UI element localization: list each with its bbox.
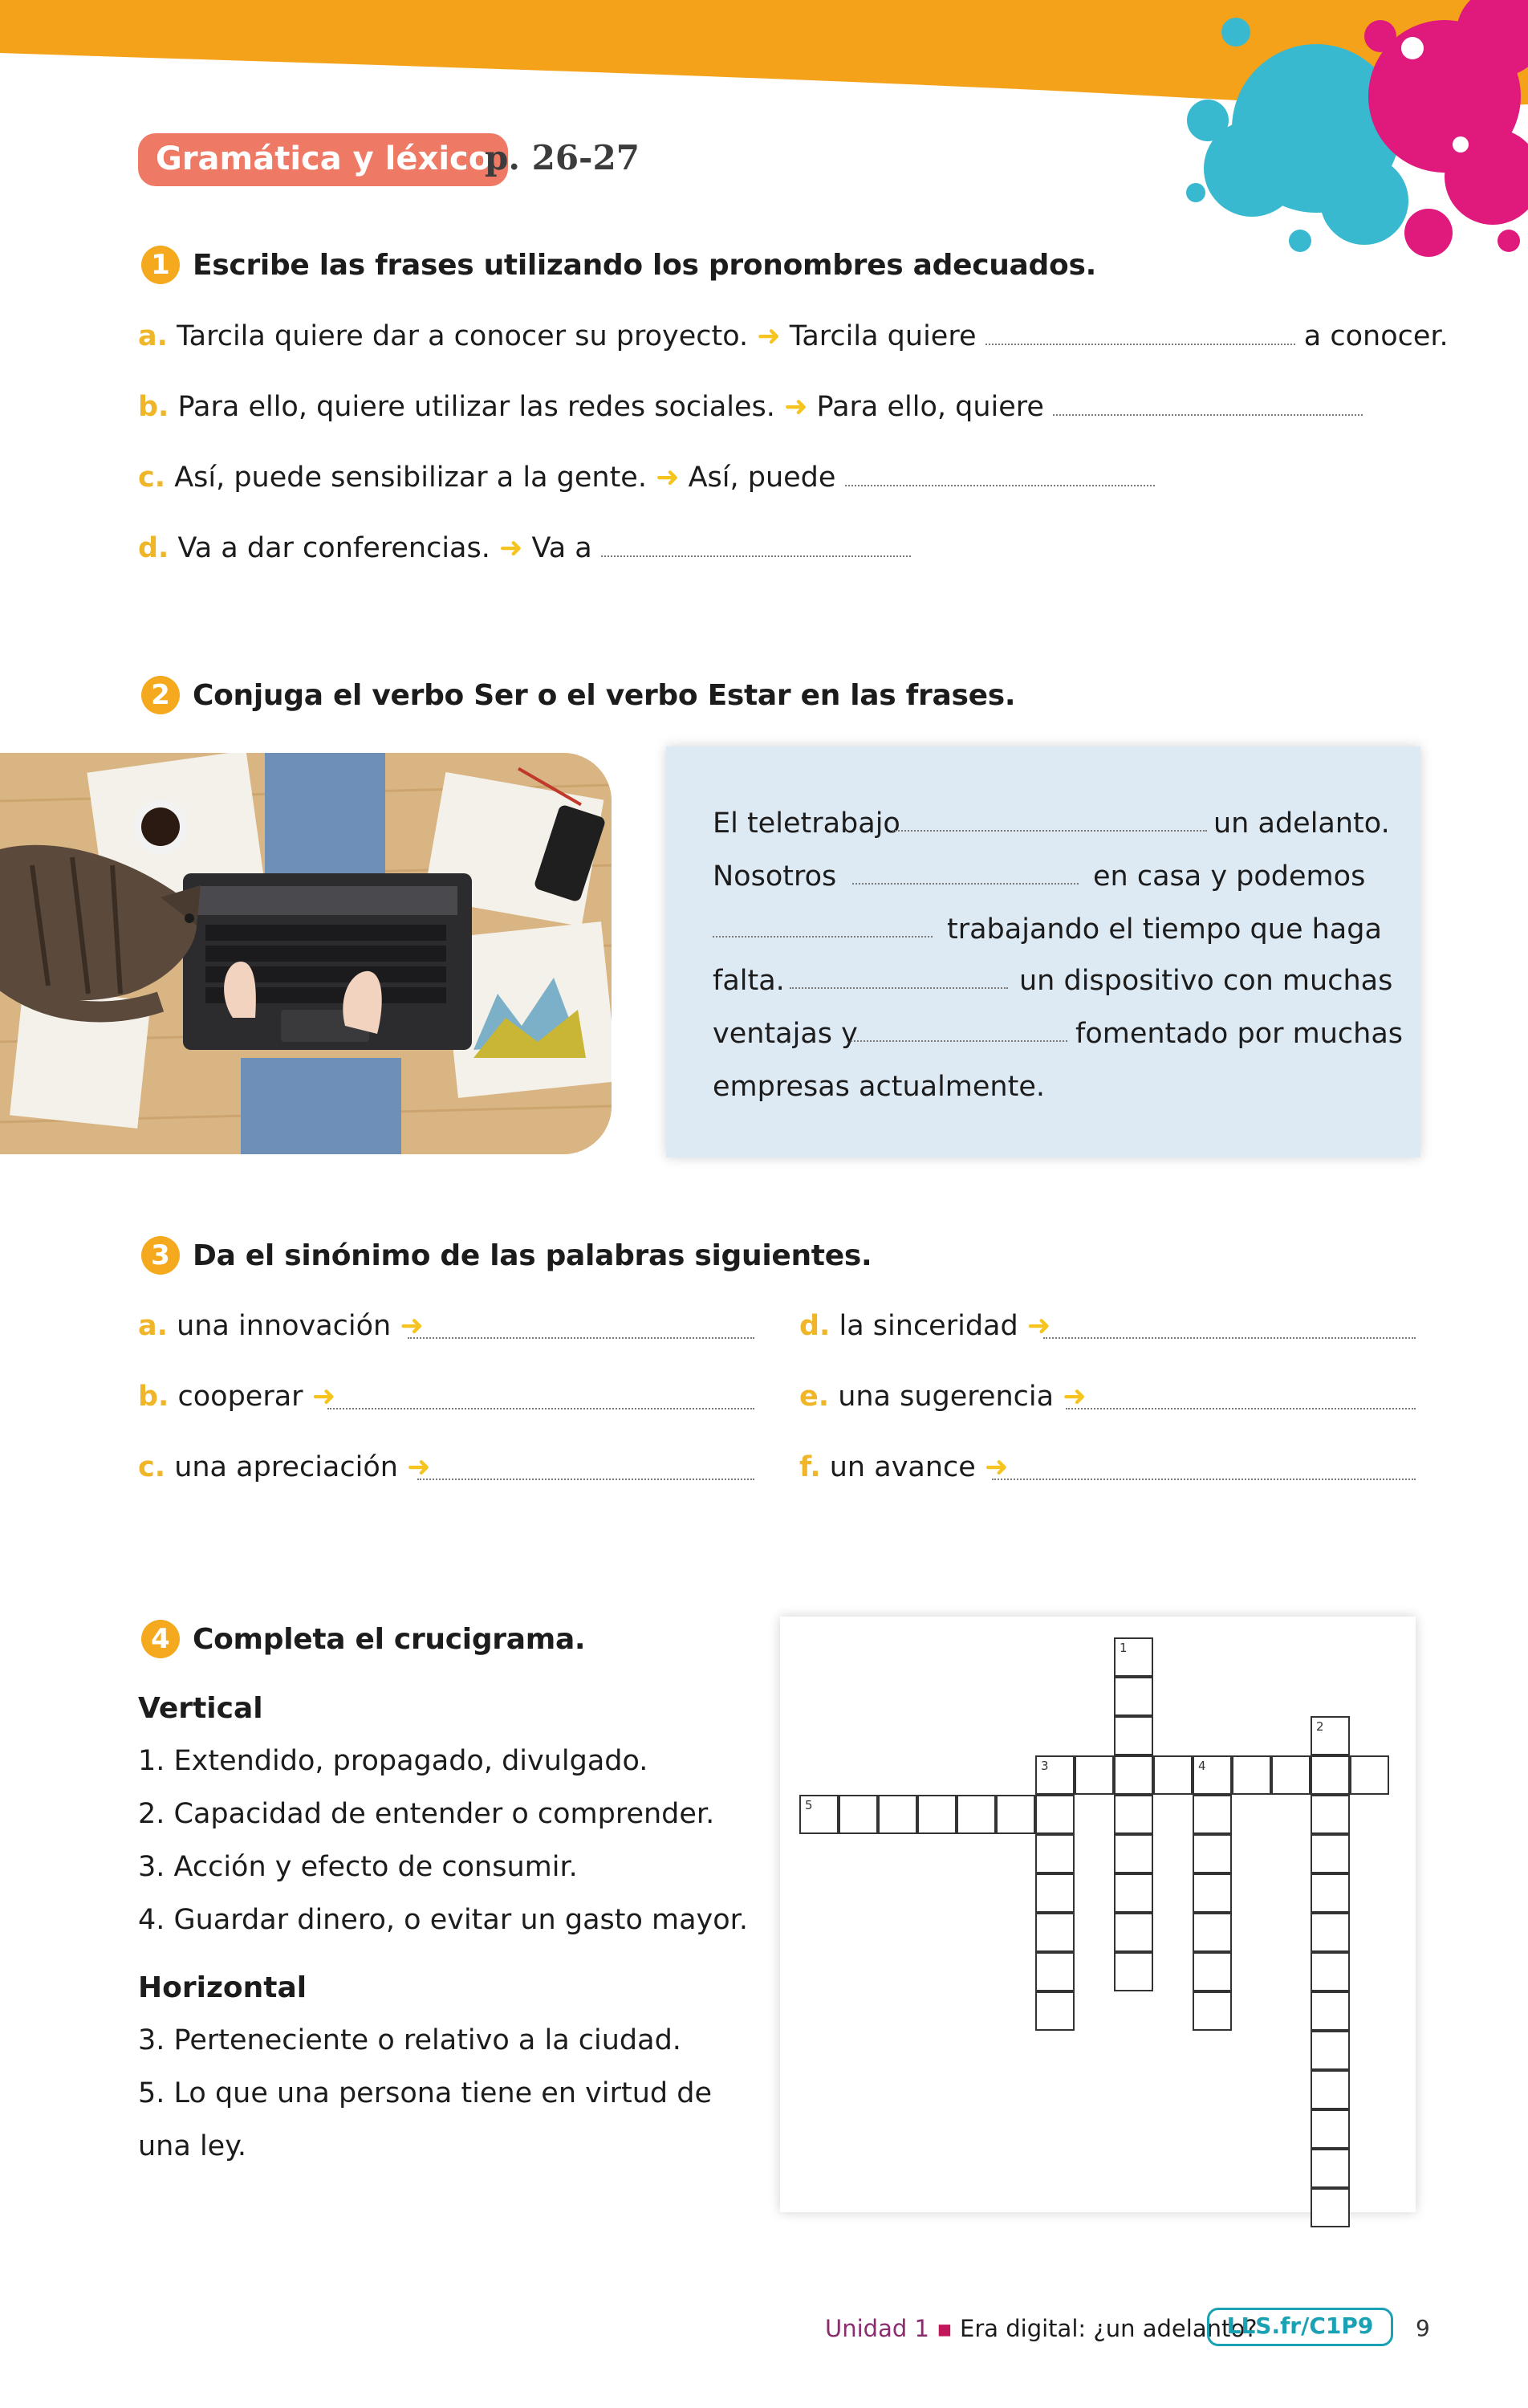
crossword-cell[interactable] xyxy=(1311,2149,1350,2188)
answer-blank[interactable] xyxy=(601,531,911,557)
arrow-icon: ➜ xyxy=(407,1451,431,1483)
exercise-2-number: 2 xyxy=(141,676,180,714)
crossword-cell[interactable] xyxy=(1311,2188,1350,2227)
arrow-icon: ➜ xyxy=(499,532,523,564)
item-sentence: Para ello, quiere utilizar las redes sociales. xyxy=(177,391,775,423)
item-label: c. xyxy=(138,462,166,494)
answer-blank[interactable] xyxy=(1053,390,1363,416)
crossword-cell[interactable] xyxy=(1075,1755,1114,1795)
crossword-cell[interactable] xyxy=(1193,1834,1232,1873)
crossword-cell[interactable] xyxy=(1153,1755,1193,1795)
exercise-4-title: Completa el crucigrama. xyxy=(193,1623,586,1656)
ex2-line-5b: fomentado por muchas xyxy=(1075,1018,1404,1050)
item-sentence: Tarcila quiere dar a conocer su proyecto. xyxy=(177,320,749,352)
crossword-cell[interactable] xyxy=(1311,1952,1350,1991)
item-word: cooperar xyxy=(177,1381,303,1413)
crossword-clue-number: 1 xyxy=(1120,1641,1128,1655)
ex1-item-c xyxy=(138,461,1155,494)
answer-blank[interactable] xyxy=(852,883,1079,885)
answer-blank[interactable] xyxy=(851,1040,1067,1042)
crossword-cell[interactable] xyxy=(1232,1755,1271,1795)
crossword-cell[interactable] xyxy=(1114,1873,1153,1913)
answer-blank[interactable] xyxy=(985,319,1295,345)
ex3-item-a xyxy=(138,1310,424,1342)
ex2-line-1a: El teletrabajo xyxy=(713,807,900,840)
crossword-cell[interactable] xyxy=(1114,1952,1153,1991)
crossword-cell[interactable] xyxy=(1311,1873,1350,1913)
item-sentence: Va a dar conferencias. xyxy=(177,532,490,564)
crossword-cell[interactable] xyxy=(1311,2031,1350,2070)
crossword-clue-number: 4 xyxy=(1198,1759,1206,1773)
vertical-clue-4: 4. Guardar dinero, o evitar un gasto mayor. xyxy=(138,1904,748,1936)
footer-title: Era digital: ¿un adelanto? xyxy=(960,2315,1258,2342)
exercise-4-number: 4 xyxy=(141,1620,180,1658)
ex2-line-5a: ventajas y xyxy=(713,1018,858,1050)
crossword-cell[interactable] xyxy=(1193,1952,1232,1991)
exercise-2-title: Conjuga el verbo Ser o el verbo Estar en las frases. xyxy=(193,679,1016,712)
item-start: Tarcila quiere xyxy=(789,320,977,352)
item-word: una apreciación xyxy=(174,1451,398,1483)
item-label: d. xyxy=(138,532,169,564)
item-sentence: Así, puede sensibilizar a la gente. xyxy=(174,462,647,494)
crossword-cell[interactable] xyxy=(1311,1834,1350,1873)
answer-blank[interactable] xyxy=(408,1337,754,1339)
crossword-cell[interactable] xyxy=(878,1795,917,1834)
answer-blank[interactable] xyxy=(417,1479,754,1480)
ex2-line-4a: falta. xyxy=(713,965,785,997)
item-word: la sinceridad xyxy=(839,1310,1018,1342)
crossword-clue-number: 5 xyxy=(805,1798,813,1812)
item-word: un avance xyxy=(829,1451,976,1483)
crossword-cell[interactable] xyxy=(1193,1873,1232,1913)
horizontal-heading: Horizontal xyxy=(138,1971,307,2004)
answer-blank[interactable] xyxy=(845,461,1155,486)
page-reference: p. 26-27 xyxy=(485,138,640,177)
arrow-icon: ➜ xyxy=(311,1381,336,1413)
crossword-cell[interactable] xyxy=(1311,2070,1350,2109)
page-number: 9 xyxy=(1416,2315,1430,2341)
item-label: e. xyxy=(799,1381,830,1413)
arrow-icon: ➜ xyxy=(784,391,808,423)
crossword-cell[interactable] xyxy=(1035,1795,1075,1834)
item-label: b. xyxy=(138,1381,169,1413)
item-word: una sugerencia xyxy=(838,1381,1055,1413)
ex1-item-d xyxy=(138,531,911,564)
crossword-cell[interactable] xyxy=(1035,1834,1075,1873)
ex2-line-2a: Nosotros xyxy=(713,860,837,893)
horizontal-clue-5: 5. Lo que una persona tiene en virtud de xyxy=(138,2077,712,2109)
crossword-cell[interactable] xyxy=(1035,1755,1075,1795)
answer-blank[interactable] xyxy=(1043,1337,1416,1339)
crossword-cell[interactable] xyxy=(1311,1716,1350,1755)
item-label: f. xyxy=(799,1451,821,1483)
crossword-cell[interactable] xyxy=(1311,2109,1350,2149)
section-label: Gramática y léxico xyxy=(138,133,508,186)
crossword-cell[interactable] xyxy=(1035,1991,1075,2031)
crossword-cell[interactable] xyxy=(1311,1795,1350,1834)
exercise-1-number: 1 xyxy=(141,246,180,284)
vertical-clue-2: 2. Capacidad de entender o comprender. xyxy=(138,1798,715,1830)
crossword-cell[interactable] xyxy=(1035,1873,1075,1913)
arrow-icon: ➜ xyxy=(1063,1381,1087,1413)
exercise-3-number: 3 xyxy=(141,1236,180,1275)
item-label: a. xyxy=(138,1310,168,1342)
ex3-item-e xyxy=(799,1381,1087,1413)
crossword-cell[interactable] xyxy=(1311,1755,1350,1795)
answer-blank[interactable] xyxy=(327,1408,754,1409)
ex2-line-3b: trabajando el tiempo que haga xyxy=(947,913,1382,946)
ex2-line-2b: en casa y podemos xyxy=(1093,860,1366,893)
item-label: d. xyxy=(799,1310,831,1342)
crossword-cell[interactable] xyxy=(1035,1952,1075,1991)
crossword-cell[interactable] xyxy=(957,1795,996,1834)
item-end: a conocer. xyxy=(1303,320,1449,352)
vertical-clue-1: 1. Extendido, propagado, divulgado. xyxy=(138,1745,648,1777)
laptop-cat-photo xyxy=(0,753,612,1154)
crossword-cell[interactable] xyxy=(1193,1755,1232,1795)
exercise-3-title: Da el sinónimo de las palabras siguientes. xyxy=(193,1239,872,1272)
answer-blank[interactable] xyxy=(790,987,1008,989)
crossword-cell[interactable] xyxy=(1271,1755,1311,1795)
horizontal-clue-5-cont: una ley. xyxy=(138,2130,247,2162)
answer-blank[interactable] xyxy=(1066,1408,1416,1409)
vertical-clue-3: 3. Acción y efecto de consumir. xyxy=(138,1851,578,1883)
crossword-cell[interactable] xyxy=(1114,1795,1153,1834)
footer-link-button[interactable]: LLS.fr/C1P9 xyxy=(1207,2308,1393,2346)
crossword-cell[interactable] xyxy=(1114,1755,1153,1795)
crossword-cell[interactable] xyxy=(1114,1834,1153,1873)
crossword-cell[interactable] xyxy=(1193,1991,1232,2031)
ex2-line-4b: un dispositivo con muchas xyxy=(1019,965,1393,997)
ex2-line-6: empresas actualmente. xyxy=(713,1071,1046,1103)
crossword-cell[interactable] xyxy=(839,1795,878,1834)
crossword-cell[interactable] xyxy=(996,1795,1035,1834)
arrow-icon: ➜ xyxy=(757,320,781,352)
crossword-cell[interactable] xyxy=(1311,1991,1350,2031)
ex3-item-b xyxy=(138,1381,335,1413)
crossword-cell[interactable] xyxy=(1193,1795,1232,1834)
crossword-cell[interactable] xyxy=(1114,1677,1153,1716)
footer-separator: ▪ xyxy=(937,2315,953,2342)
crossword-cell[interactable] xyxy=(1114,1716,1153,1755)
crossword-cell[interactable] xyxy=(799,1795,839,1834)
vertical-heading: Vertical xyxy=(138,1692,263,1725)
item-label: b. xyxy=(138,391,169,423)
crossword-cell[interactable] xyxy=(1114,1913,1153,1952)
answer-blank[interactable] xyxy=(992,1479,1416,1480)
item-start: Así, puede xyxy=(688,462,836,494)
horizontal-clue-3: 3. Perteneciente o relativo a la ciudad. xyxy=(138,2024,681,2056)
answer-blank[interactable] xyxy=(892,830,1207,832)
crossword-clue-number: 3 xyxy=(1041,1759,1049,1773)
footer-unit: Unidad 1 xyxy=(825,2315,929,2342)
crossword-clue-number: 2 xyxy=(1316,1719,1324,1734)
ex3-item-d xyxy=(799,1310,1050,1342)
answer-blank[interactable] xyxy=(713,936,933,938)
item-start: Va a xyxy=(531,532,592,564)
ex1-item-a xyxy=(138,319,1449,352)
crossword-cell[interactable] xyxy=(1193,1913,1232,1952)
item-word: una innovación xyxy=(177,1310,392,1342)
crossword-cell[interactable] xyxy=(1350,1755,1389,1795)
arrow-icon: ➜ xyxy=(984,1451,1009,1483)
footer-unit-line xyxy=(825,2315,1257,2342)
arrow-icon: ➜ xyxy=(400,1310,424,1342)
crossword-cell[interactable] xyxy=(1035,1913,1075,1952)
arrow-icon: ➜ xyxy=(1026,1310,1051,1342)
item-start: Para ello, quiere xyxy=(816,391,1044,423)
ex2-line-1b: un adelanto. xyxy=(1213,807,1390,840)
ex3-item-f xyxy=(799,1451,1008,1483)
exercise-1-title: Escribe las frases utilizando los pronombres adecuados. xyxy=(193,249,1096,282)
item-label: c. xyxy=(138,1451,166,1483)
arrow-icon: ➜ xyxy=(656,462,680,494)
crossword-cell[interactable] xyxy=(1311,1913,1350,1952)
crossword-cell[interactable] xyxy=(1114,1637,1153,1677)
ex1-item-b xyxy=(138,390,1363,423)
crossword-cell[interactable] xyxy=(917,1795,957,1834)
ex3-item-c xyxy=(138,1451,430,1483)
item-label: a. xyxy=(138,320,168,352)
